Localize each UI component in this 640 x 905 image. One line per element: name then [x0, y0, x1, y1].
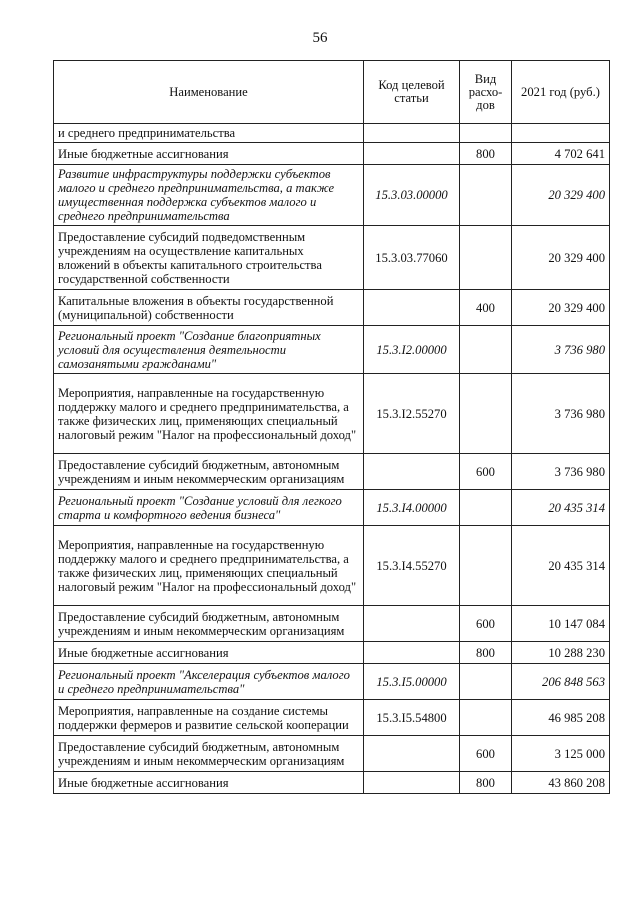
row-code-cell: 15.3.I2.00000: [364, 326, 460, 374]
row-name-cell: Предоставление субсидий бюджетным, автономным учреждениям и иным некоммерческим организациям: [54, 736, 364, 772]
row-amount-cell: 20 435 314: [512, 526, 610, 606]
row-code-cell: [364, 143, 460, 165]
row-name-cell: Мероприятия, направленные на государственную поддержку малого и среднего предпринимательства, а также физических лиц, применяющих специальный налоговый режим "Налог на профессиональный доход": [54, 374, 364, 454]
row-amount-cell: 20 329 400: [512, 226, 610, 290]
table-row: [54, 454, 610, 490]
table-row: [54, 165, 610, 226]
row-name-cell: Предоставление субсидий бюджетным, автономным учреждениям и иным некоммерческим организациям: [54, 606, 364, 642]
row-code-cell: 15.3.I5.00000: [364, 664, 460, 700]
row-amount-cell: 10 288 230: [512, 642, 610, 664]
row-amount-cell: 3 125 000: [512, 736, 610, 772]
row-amount-cell: 4 702 641: [512, 143, 610, 165]
row-code-cell: [364, 290, 460, 326]
row-amount-cell: [512, 124, 610, 143]
row-amount-cell: 20 435 314: [512, 490, 610, 526]
table-row: [54, 290, 610, 326]
row-name-cell: Региональный проект "Создание условий для легкого старта и комфортного ведения бизнеса": [54, 490, 364, 526]
row-code-cell: [364, 124, 460, 143]
row-code-cell: 15.3.03.00000: [364, 165, 460, 226]
row-code-cell: 15.3.I5.54800: [364, 700, 460, 736]
row-kind-cell: [460, 526, 512, 606]
row-code-cell: 15.3.03.77060: [364, 226, 460, 290]
row-amount-cell: 206 848 563: [512, 664, 610, 700]
header-amount: 2021 год (руб.): [512, 61, 610, 124]
row-name-cell: Региональный проект "Акселерация субъектов малого и среднего предпринимательства": [54, 664, 364, 700]
table-row: [54, 664, 610, 700]
row-code-cell: [364, 642, 460, 664]
table-row: [54, 143, 610, 165]
row-amount-cell: 20 329 400: [512, 165, 610, 226]
row-kind-cell: 800: [460, 143, 512, 165]
table-body: [54, 124, 610, 794]
table-header-row: [54, 61, 610, 124]
row-name-cell: Мероприятия, направленные на создание системы поддержки фермеров и развитие сельской кооперации: [54, 700, 364, 736]
row-amount-cell: 3 736 980: [512, 374, 610, 454]
table-row: [54, 226, 610, 290]
row-kind-cell: [460, 326, 512, 374]
row-name-cell: Развитие инфраструктуры поддержки субъектов малого и среднего предпринимательства, а также имущественная поддержка субъектов малого и среднего предпринимательства: [54, 165, 364, 226]
row-name-cell: Иные бюджетные ассигнования: [54, 143, 364, 165]
row-name-cell: Региональный проект "Создание благоприятных условий для осуществления деятельности самозанятыми гражданами": [54, 326, 364, 374]
row-kind-cell: [460, 165, 512, 226]
table-row: [54, 374, 610, 454]
row-amount-cell: 3 736 980: [512, 326, 610, 374]
table-row: [54, 700, 610, 736]
row-amount-cell: 20 329 400: [512, 290, 610, 326]
row-kind-cell: [460, 124, 512, 143]
table-row: [54, 606, 610, 642]
row-amount-cell: 3 736 980: [512, 454, 610, 490]
row-code-cell: [364, 606, 460, 642]
row-name-cell: Мероприятия, направленные на государственную поддержку малого и среднего предпринимательства, а также физических лиц, применяющих специальный налоговый режим "Налог на профессиональный доход": [54, 526, 364, 606]
row-name-cell: и среднего предпринимательства: [54, 124, 364, 143]
table-row: [54, 124, 610, 143]
row-name-cell: Предоставление субсидий подведомственным учреждениям на осуществление капитальных вложений в объекты капитального строительства государственной собственности: [54, 226, 364, 290]
row-kind-cell: [460, 490, 512, 526]
table-row: [54, 642, 610, 664]
row-kind-cell: [460, 700, 512, 736]
row-kind-cell: 800: [460, 772, 512, 794]
row-amount-cell: 10 147 084: [512, 606, 610, 642]
row-kind-cell: 600: [460, 454, 512, 490]
row-name-cell: Предоставление субсидий бюджетным, автономным учреждениям и иным некоммерческим организациям: [54, 454, 364, 490]
row-name-cell: Иные бюджетные ассигнования: [54, 642, 364, 664]
row-code-cell: [364, 772, 460, 794]
table-row: [54, 326, 610, 374]
row-code-cell: 15.3.I4.00000: [364, 490, 460, 526]
table-row: [54, 490, 610, 526]
row-kind-cell: 600: [460, 606, 512, 642]
row-amount-cell: 43 860 208: [512, 772, 610, 794]
row-name-cell: Иные бюджетные ассигнования: [54, 772, 364, 794]
table-row: [54, 526, 610, 606]
row-code-cell: [364, 454, 460, 490]
page-number: 56: [312, 30, 328, 46]
row-code-cell: 15.3.I2.55270: [364, 374, 460, 454]
row-kind-cell: [460, 374, 512, 454]
header-code: Код целевой статьи: [364, 61, 460, 124]
row-kind-cell: 800: [460, 642, 512, 664]
table-row: [54, 772, 610, 794]
row-code-cell: [364, 736, 460, 772]
row-amount-cell: 46 985 208: [512, 700, 610, 736]
row-kind-cell: 400: [460, 290, 512, 326]
row-name-cell: Капитальные вложения в объекты государственной (муниципальной) собственности: [54, 290, 364, 326]
row-code-cell: 15.3.I4.55270: [364, 526, 460, 606]
header-kind: Вид расхо-дов: [460, 61, 512, 124]
row-kind-cell: 600: [460, 736, 512, 772]
table-row: [54, 736, 610, 772]
row-kind-cell: [460, 226, 512, 290]
budget-table: [53, 60, 610, 794]
row-kind-cell: [460, 664, 512, 700]
header-name: Наименование: [54, 61, 364, 124]
